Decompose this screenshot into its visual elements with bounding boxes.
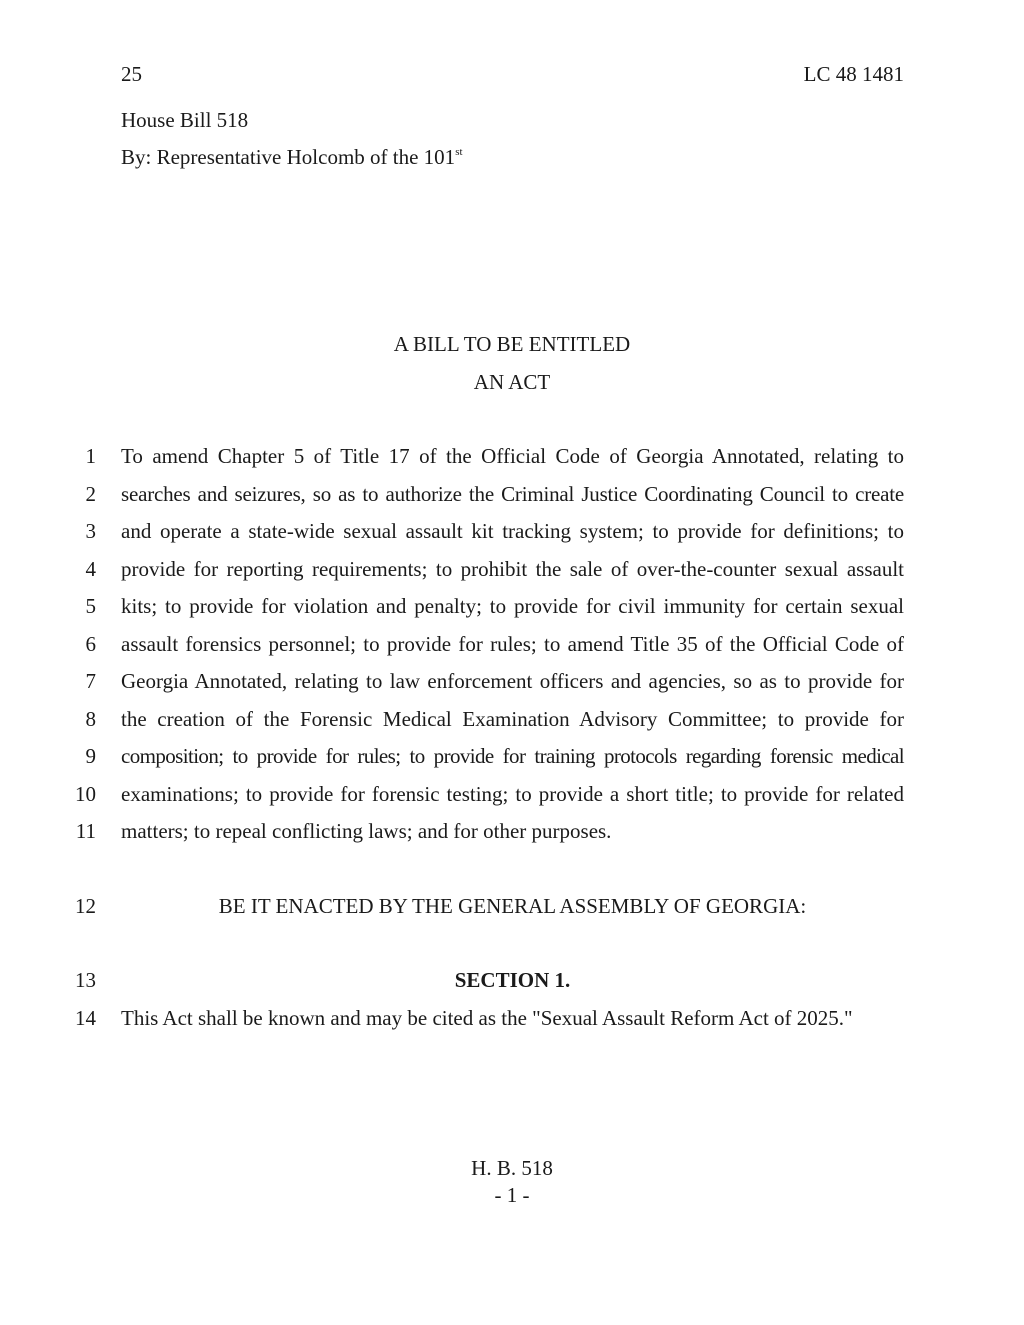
bill-title: House Bill 518 bbox=[121, 108, 249, 132]
line-text: To amend Chapter 5 of Title 17 of the Official Code of Georgia Annotated, relating to bbox=[121, 444, 904, 468]
line-text: the creation of the Forensic Medical Examination Advisory Committee; to provide for bbox=[121, 707, 904, 731]
line-number: 11 bbox=[75, 819, 96, 843]
bill-line bbox=[0, 746, 1024, 770]
bill-line bbox=[0, 784, 1024, 808]
line-number: 7 bbox=[85, 669, 96, 693]
line-number: 6 bbox=[85, 632, 96, 656]
line-number: 8 bbox=[85, 707, 96, 731]
line-text: provide for reporting requirements; to prohibit the sale of over-the-counter sexual assault bbox=[121, 557, 904, 581]
enacting-clause: BE IT ENACTED BY THE GENERAL ASSEMBLY OF GEORGIA: bbox=[218, 894, 807, 918]
line-number: 12 bbox=[75, 894, 96, 918]
line-number: 13 bbox=[75, 968, 96, 992]
bill-line bbox=[0, 634, 1024, 658]
bill-entitled-heading: A BILL TO BE ENTITLED bbox=[393, 332, 631, 356]
bill-line bbox=[0, 1008, 1024, 1032]
footer-bill-ref: H. B. 518 bbox=[471, 1156, 553, 1180]
line-number: 1 bbox=[85, 444, 96, 468]
line-text: Georgia Annotated, relating to law enforcement officers and agencies, so as to provide for bbox=[121, 669, 904, 693]
line-text: composition; to provide for rules; to provide for training protocols regarding forensic medical bbox=[121, 744, 904, 768]
sponsor-line bbox=[121, 147, 463, 168]
line-text: kits; to provide for violation and penalty; to provide for civil immunity for certain sexual bbox=[121, 594, 904, 618]
line-number: 2 bbox=[85, 482, 96, 506]
line-text: assault forensics personnel; to provide for rules; to amend Title 35 of the Official Code of bbox=[121, 632, 904, 656]
bill-line bbox=[0, 446, 1024, 470]
lc-number: LC 48 1481 bbox=[803, 62, 904, 86]
line-number: 9 bbox=[85, 744, 96, 768]
bill-line bbox=[0, 559, 1024, 583]
bill-line bbox=[0, 821, 1024, 845]
bill-line bbox=[0, 521, 1024, 545]
line-text: and operate a state-wide sexual assault kit tracking system; to provide for definitions; to bbox=[121, 519, 904, 543]
an-act-heading: AN ACT bbox=[473, 370, 551, 394]
line-text: searches and seizures, so as to authorize the Criminal Justice Coordinating Council to create bbox=[121, 482, 904, 506]
footer-page-number: - 1 - bbox=[494, 1183, 530, 1207]
line-number: 10 bbox=[75, 782, 96, 806]
line-text: This Act shall be known and may be cited as the "Sexual Assault Reform Act of 2025." bbox=[121, 1006, 853, 1030]
sponsor-suffix: st bbox=[455, 146, 463, 158]
line-text: examinations; to provide for forensic testing; to provide a short title; to provide for related bbox=[121, 782, 904, 806]
bill-line bbox=[0, 709, 1024, 733]
line-number: 3 bbox=[85, 519, 96, 543]
session-number: 25 bbox=[121, 62, 142, 86]
bill-line bbox=[0, 970, 1024, 994]
sponsor-text: By: Representative Holcomb of the 101 bbox=[121, 145, 456, 169]
bill-line bbox=[0, 596, 1024, 620]
line-text: matters; to repeal conflicting laws; and for other purposes. bbox=[121, 819, 612, 843]
line-number: 5 bbox=[85, 594, 96, 618]
bill-line bbox=[0, 484, 1024, 508]
section-heading: SECTION 1. bbox=[454, 968, 571, 992]
bill-line bbox=[0, 896, 1024, 920]
line-number: 4 bbox=[85, 557, 96, 581]
line-number: 14 bbox=[75, 1006, 96, 1030]
bill-line bbox=[0, 671, 1024, 695]
